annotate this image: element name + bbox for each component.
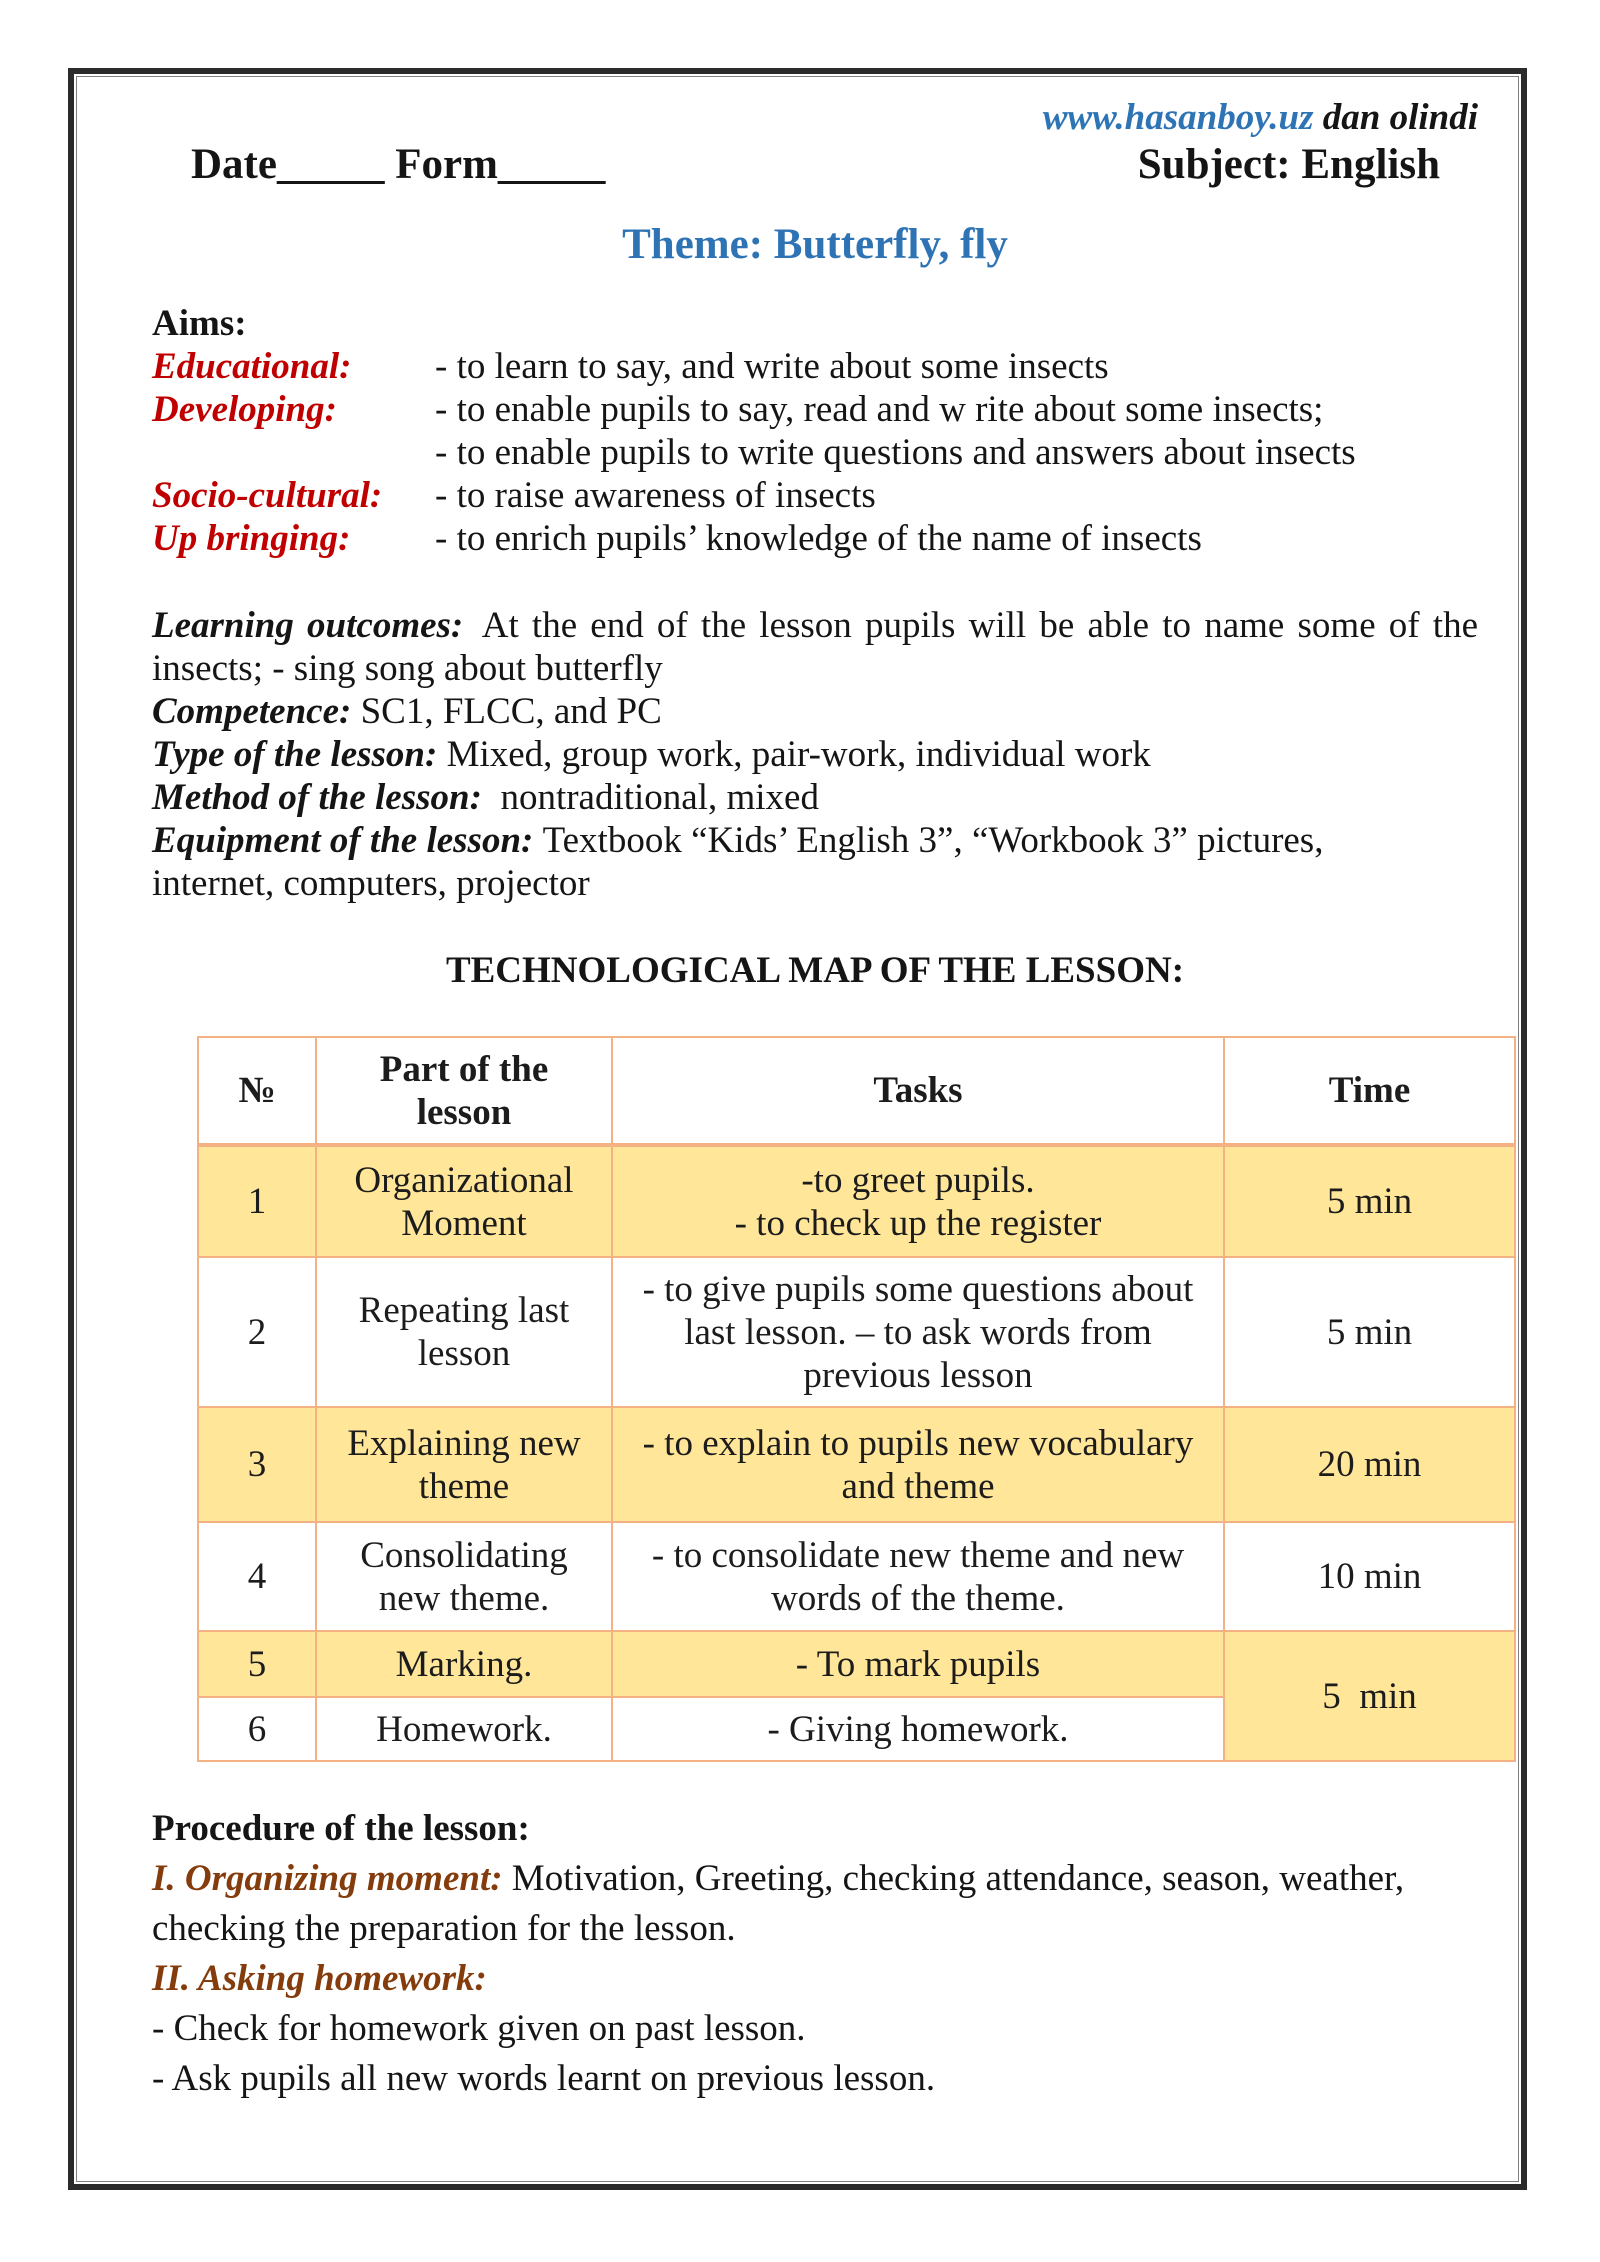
learning-outcomes-continued (152, 647, 1478, 690)
row-part-text: new theme. (378, 1577, 550, 1619)
date-field: Date_____ (191, 141, 385, 188)
row-number: 3 (247, 1444, 267, 1485)
header-part-text: Part of the (379, 1048, 549, 1090)
row-part-text: Homework. (376, 1708, 552, 1750)
row-part-text: theme (418, 1465, 510, 1507)
aim-text: - to enrich pupils’ knowledge of the name of insects (435, 518, 1202, 559)
procedure-step-label: I. Organizing moment: (152, 1858, 503, 1899)
procedure-step-label: II. Asking homework: (152, 1958, 487, 1999)
source-suffix: dan olindi (1322, 97, 1478, 138)
procedure-step-text: - Check for homework given on past lesson. (152, 2008, 806, 2049)
row-part-text: lesson (417, 1333, 511, 1374)
table-row (198, 1407, 1515, 1522)
equipment-text: Textbook “Kids’ English 3”, “Workbook 3” pictures, (542, 820, 1324, 861)
learning-outcomes-text: insects; - sing song about butterfly (152, 648, 663, 689)
table-row (198, 1257, 1515, 1407)
aim-text: - to enable pupils to write questions and answers about insects (435, 432, 1356, 473)
row-part-cell (316, 1631, 612, 1697)
row-part-text: Consolidating (360, 1534, 568, 1576)
row-part-cell (316, 1257, 612, 1407)
table-header-row (198, 1037, 1515, 1145)
equipment-continued (152, 862, 1478, 905)
lesson-theme: Theme: Butterfly, fly (622, 221, 1008, 268)
procedure-line (152, 1904, 1478, 1954)
row-number: 5 (247, 1643, 267, 1685)
aim-row-socio-cultural (152, 474, 1478, 517)
row-part-cell (316, 1522, 612, 1631)
aim-text: - to enable pupils to say, read and w rite about some insects; (435, 389, 1324, 430)
header-number-text: № (238, 1070, 276, 1111)
competence-text: SC1, FLCC, and PC (360, 691, 662, 732)
aim-row-upbringing (152, 517, 1478, 560)
procedure-step-text: - Ask pupils all new words learnt on previous lesson. (152, 2058, 936, 2099)
learning-outcomes-text: At the end of the lesson pupils will be able to name some of the (481, 605, 1479, 646)
aim-text: - to learn to say, and write about some insects (435, 346, 1109, 387)
equipment-line (152, 819, 1478, 862)
procedure-line (152, 2004, 1478, 2054)
shared-time: 5 min (1322, 1675, 1417, 1717)
procedure-line (152, 2054, 1478, 2104)
row-number-cell (198, 1522, 316, 1631)
learning-outcomes-label: Learning outcomes: (152, 605, 464, 646)
row-task-text: previous lesson (803, 1354, 1033, 1396)
row-time: 5 min (1326, 1181, 1413, 1222)
procedure-line (152, 1954, 1478, 2004)
source-site: www.hasanboy.uz (1042, 97, 1314, 138)
row-part-text: Moment (401, 1202, 527, 1244)
table-row (198, 1145, 1515, 1257)
header-part (316, 1037, 612, 1145)
row-time-cell (1224, 1522, 1515, 1631)
date-form-line (191, 140, 605, 190)
row-number-cell (198, 1697, 316, 1761)
aim-label: Developing: (152, 389, 337, 430)
row-part-text: Marking. (395, 1643, 533, 1685)
row-time: 20 min (1317, 1444, 1422, 1485)
row-number: 4 (247, 1556, 267, 1597)
lesson-info-section (152, 604, 1478, 905)
procedure-step-text: Motivation, Greeting, checking attendance, season, weather, (511, 1858, 1405, 1899)
row-number-cell (198, 1257, 316, 1407)
row-task-text: - to consolidate new theme and new (651, 1534, 1185, 1576)
row-part-cell (316, 1145, 612, 1257)
source-note (1043, 96, 1478, 140)
row-tasks-cell (612, 1257, 1224, 1407)
competence-label: Competence: (152, 691, 352, 732)
row-number-cell (198, 1407, 316, 1522)
header-time-text: Time (1328, 1070, 1411, 1111)
row-number: 6 (247, 1708, 267, 1750)
row-part-text: Explaining new (347, 1422, 581, 1464)
equipment-label: Equipment of the lesson: (152, 820, 534, 861)
lesson-type-label: Type of the lesson: (152, 734, 438, 775)
row-task-text: -to greet pupils. (801, 1159, 1035, 1201)
form-field: Form_____ (395, 141, 606, 188)
row-number: 1 (247, 1181, 267, 1222)
header-number (198, 1037, 316, 1145)
technological-map-title: TECHNOLOGICAL MAP OF THE LESSON: (445, 950, 1185, 991)
row-tasks-cell (612, 1697, 1224, 1761)
table-row (198, 1631, 1515, 1697)
header-time (1224, 1037, 1515, 1145)
row-part-text: Repeating last (358, 1290, 570, 1331)
row-number: 2 (247, 1311, 267, 1353)
row-task-text: and theme (841, 1465, 995, 1507)
row-task-text: - Giving homework. (767, 1708, 1069, 1750)
lesson-type-line (152, 733, 1478, 776)
table-row (198, 1522, 1515, 1631)
aims-title: Aims: (152, 303, 247, 344)
aims-section (152, 302, 1478, 560)
aim-label: Socio-cultural: (152, 475, 383, 516)
procedure-title: Procedure of the lesson: (152, 1808, 530, 1849)
lesson-method-line (152, 776, 1478, 819)
row-task-text: - to give pupils some questions about (642, 1268, 1194, 1310)
row-tasks-cell (612, 1407, 1224, 1522)
row-task-text: - to explain to pupils new vocabulary (642, 1422, 1194, 1464)
row-time: 5 min (1326, 1311, 1413, 1353)
row-number-cell (198, 1145, 316, 1257)
procedure-section (152, 1804, 1478, 2104)
row-part-cell (316, 1697, 612, 1761)
header-part-text: lesson (416, 1091, 512, 1133)
subject-label: Subject: English (1137, 141, 1440, 188)
row-tasks-cell (612, 1631, 1224, 1697)
competence-line (152, 690, 1478, 733)
procedure-line (152, 1854, 1478, 1904)
shared-time-cell (1224, 1631, 1515, 1761)
row-tasks-cell (612, 1145, 1224, 1257)
aim-text: - to raise awareness of insects (435, 475, 876, 516)
row-number-cell (198, 1631, 316, 1697)
aim-row-developing-continued (152, 431, 1478, 474)
aim-row-educational (152, 345, 1478, 388)
header-tasks-text: Tasks (873, 1070, 963, 1111)
procedure-step-text: checking the preparation for the lesson. (152, 1908, 736, 1949)
learning-outcomes-line (152, 604, 1478, 647)
technological-map-table (197, 1036, 1516, 1762)
equipment-text: internet, computers, projector (152, 863, 590, 904)
row-task-text: - To mark pupils (795, 1643, 1041, 1685)
aim-label: Up bringing: (152, 518, 351, 559)
row-task-text: last lesson. – to ask words from (684, 1311, 1152, 1353)
row-time: 10 min (1317, 1556, 1422, 1597)
row-task-text: words of the theme. (771, 1577, 1065, 1619)
lesson-method-label: Method of the lesson: (152, 777, 482, 818)
row-part-cell (316, 1407, 612, 1522)
row-time-cell (1224, 1145, 1515, 1257)
aim-row-developing (152, 388, 1478, 431)
row-time-cell (1224, 1257, 1515, 1407)
lesson-method-text: nontraditional, mixed (500, 777, 819, 818)
lesson-type-text: Mixed, group work, pair-work, individual work (446, 734, 1151, 775)
row-part-text: Organizational (354, 1159, 574, 1201)
row-time-cell (1224, 1407, 1515, 1522)
row-tasks-cell (612, 1522, 1224, 1631)
aim-label: Educational: (152, 346, 352, 387)
row-task-text: - to check up the register (734, 1202, 1102, 1244)
header-tasks (612, 1037, 1224, 1145)
